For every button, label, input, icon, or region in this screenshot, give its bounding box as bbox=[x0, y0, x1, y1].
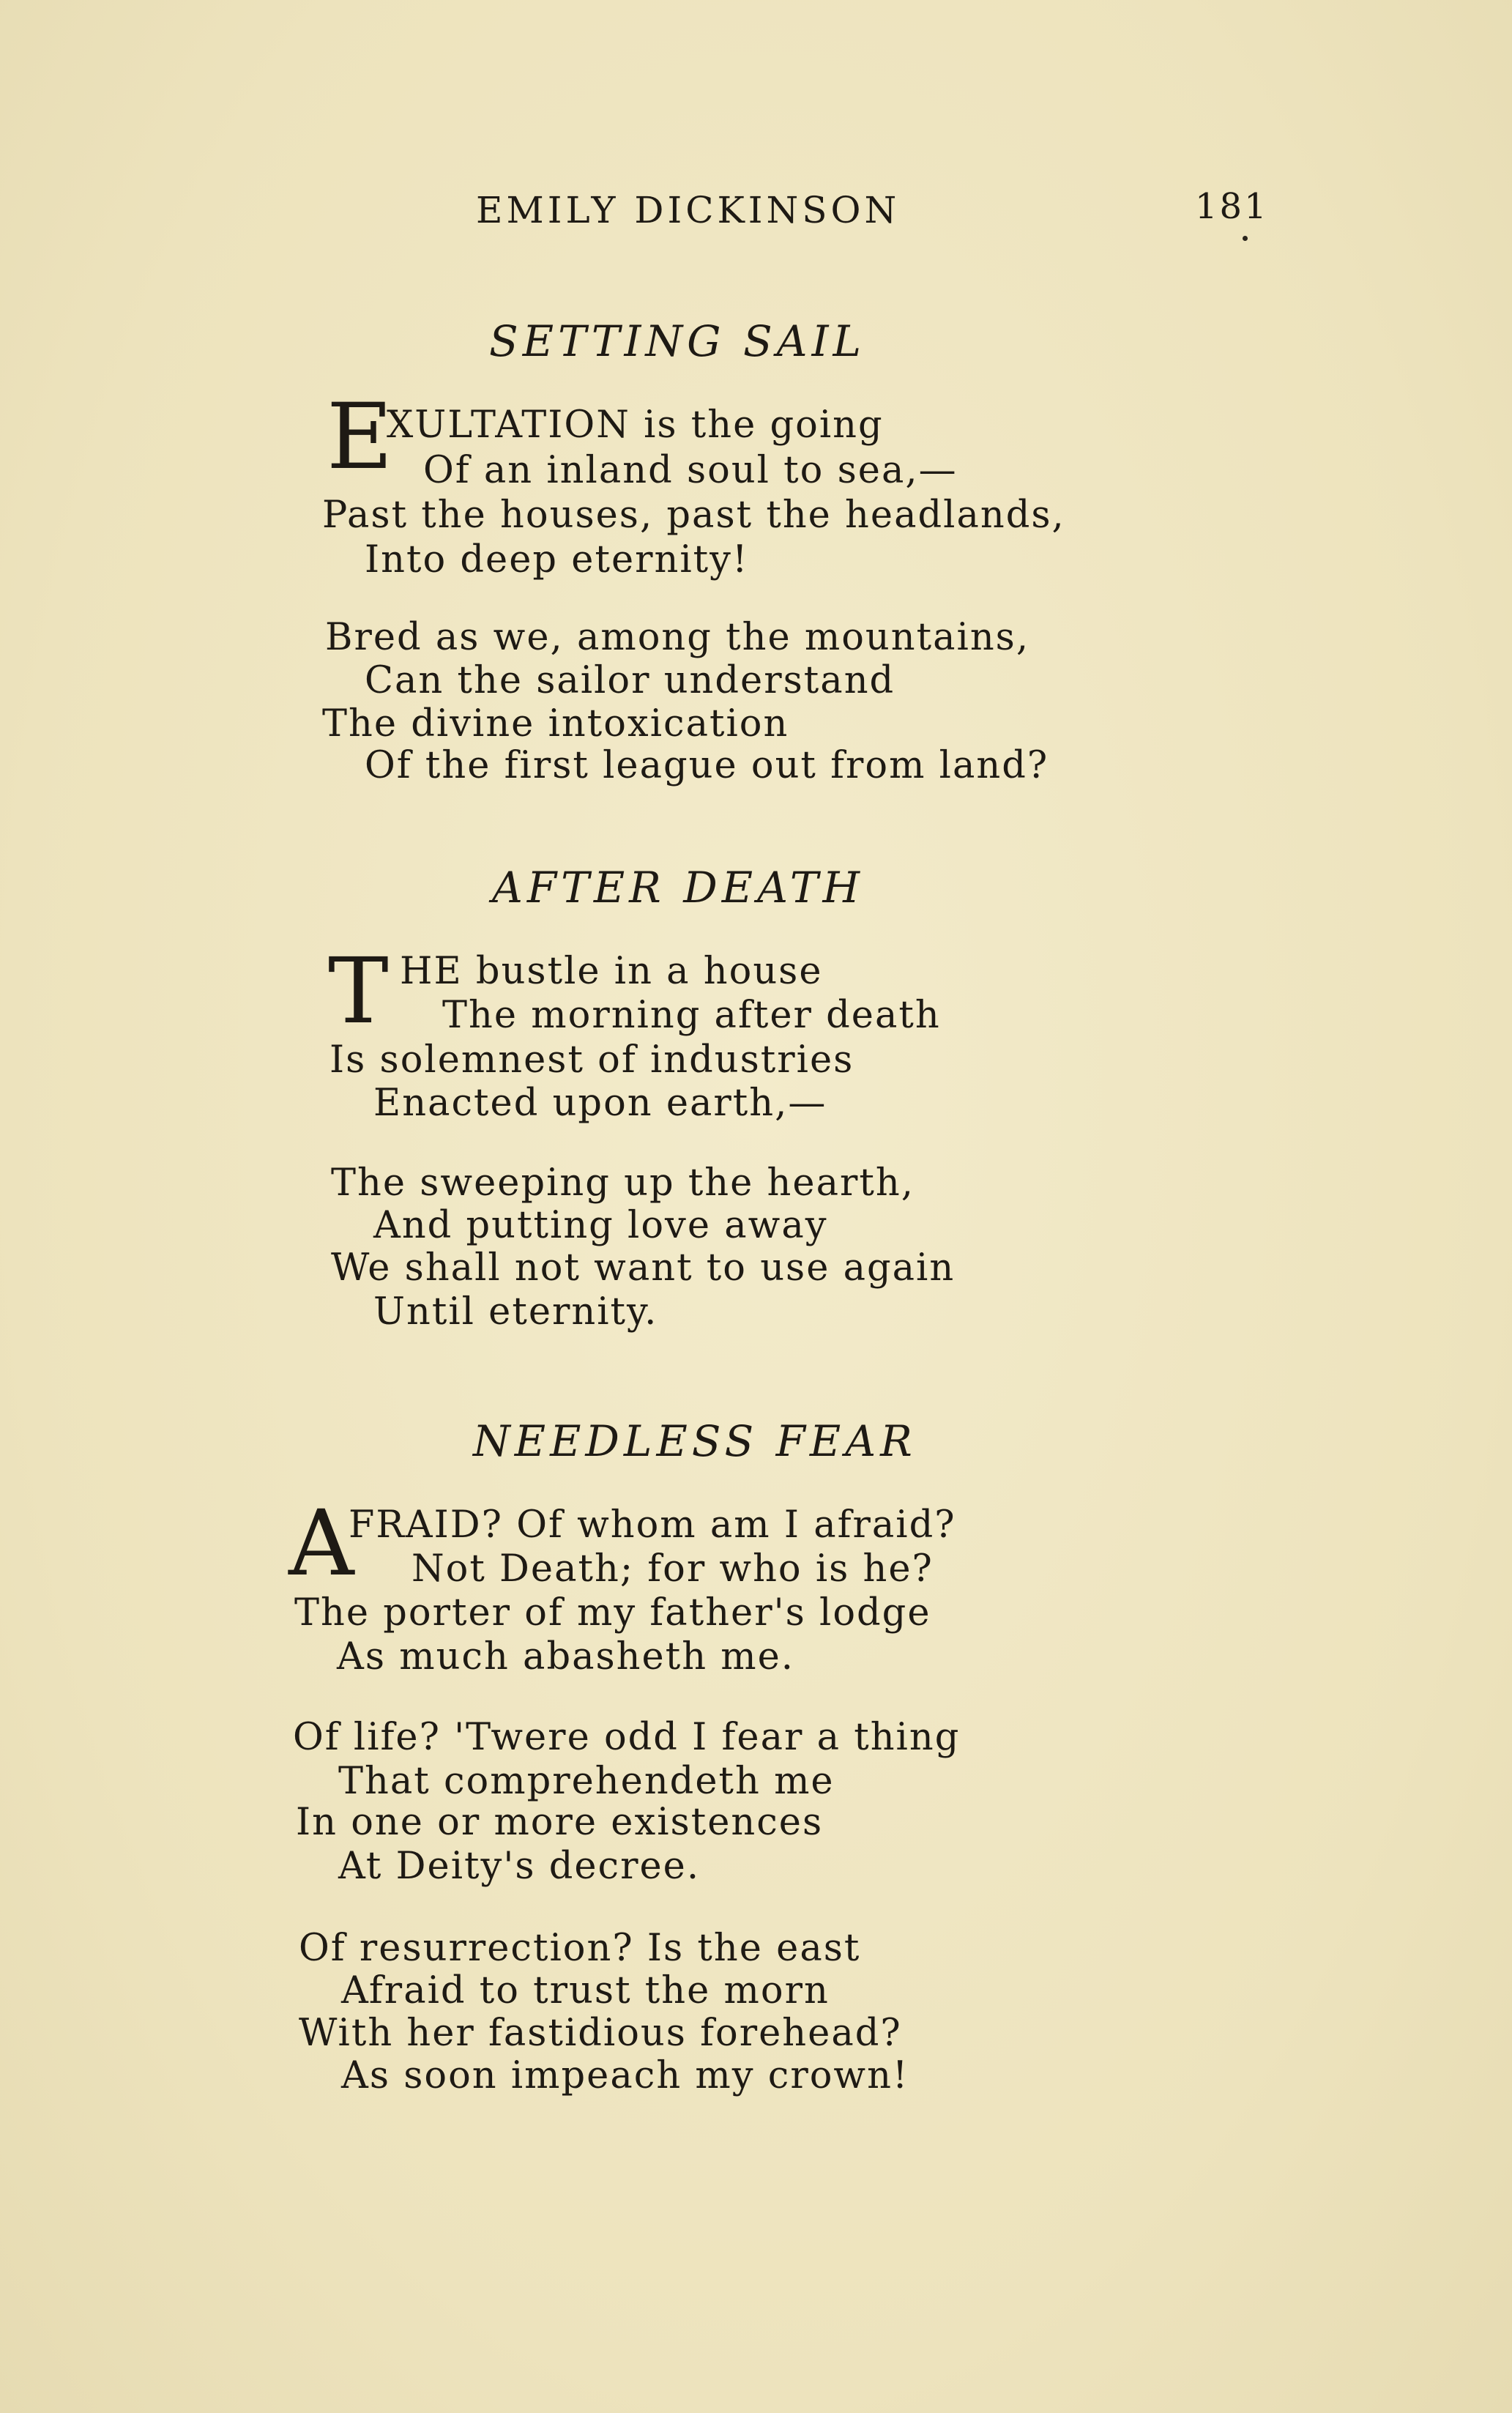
poem-title-setting-sail: SETTING SAIL bbox=[489, 316, 865, 366]
poem-line: In one or more existences bbox=[296, 1801, 824, 1844]
poem-line: We shall not want to use again bbox=[331, 1246, 956, 1290]
poem-line: FRAID? Of whom am I afraid? bbox=[349, 1503, 956, 1547]
poem-line: Past the houses, past the headlands, bbox=[322, 494, 1065, 537]
poem-title-needless-fear: NEEDLESS FEAR bbox=[473, 1416, 917, 1466]
poem-line: The sweeping up the hearth, bbox=[331, 1161, 915, 1205]
dropcap-t: T bbox=[328, 939, 389, 1044]
poem-line: The divine intoxication bbox=[322, 702, 789, 746]
poem-line: That comprehendeth me bbox=[338, 1760, 835, 1803]
page-number: 181 bbox=[1195, 186, 1269, 227]
poem-line: XULTATION is the going bbox=[387, 404, 884, 447]
poem-line: Of life? 'Twere odd I fear a thing bbox=[293, 1716, 961, 1759]
poem-line: HE bustle in a house bbox=[400, 950, 823, 993]
poem-line: Enacted upon earth,— bbox=[373, 1082, 827, 1125]
poem-line: With her fastidious forehead? bbox=[299, 2012, 902, 2055]
poem-line: Not Death; for who is he? bbox=[411, 1547, 934, 1591]
poem-line: Afraid to trust the morn bbox=[341, 1969, 830, 2012]
poem-line: And putting love away bbox=[373, 1204, 828, 1247]
poem-line: Of the first league out from land? bbox=[365, 744, 1049, 787]
poem-line: Of an inland soul to sea,— bbox=[423, 449, 958, 492]
poem-line: Of resurrection? Is the east bbox=[299, 1927, 861, 1970]
dropcap-e: E bbox=[327, 384, 393, 490]
poem-line: As soon impeach my crown! bbox=[341, 2054, 909, 2097]
poem-line: Can the sailor understand bbox=[365, 659, 895, 702]
poem-title-after-death: AFTER DEATH bbox=[492, 863, 865, 912]
poem-line: Bred as we, among the mountains, bbox=[325, 616, 1030, 659]
poem-line: The porter of my father's lodge bbox=[294, 1591, 931, 1635]
poem-line: The morning after death bbox=[442, 994, 941, 1037]
poem-line: Is solemnest of industries bbox=[329, 1038, 854, 1082]
poem-line: Into deep eternity! bbox=[365, 538, 749, 581]
poem-line: As much abasheth me. bbox=[337, 1635, 795, 1678]
ink-dot bbox=[1243, 236, 1248, 241]
running-title: EMILY DICKINSON bbox=[476, 189, 901, 231]
poem-line: Until eternity. bbox=[373, 1290, 658, 1334]
dropcap-a: A bbox=[288, 1491, 354, 1596]
poem-line: At Deity's decree. bbox=[338, 1845, 701, 1888]
